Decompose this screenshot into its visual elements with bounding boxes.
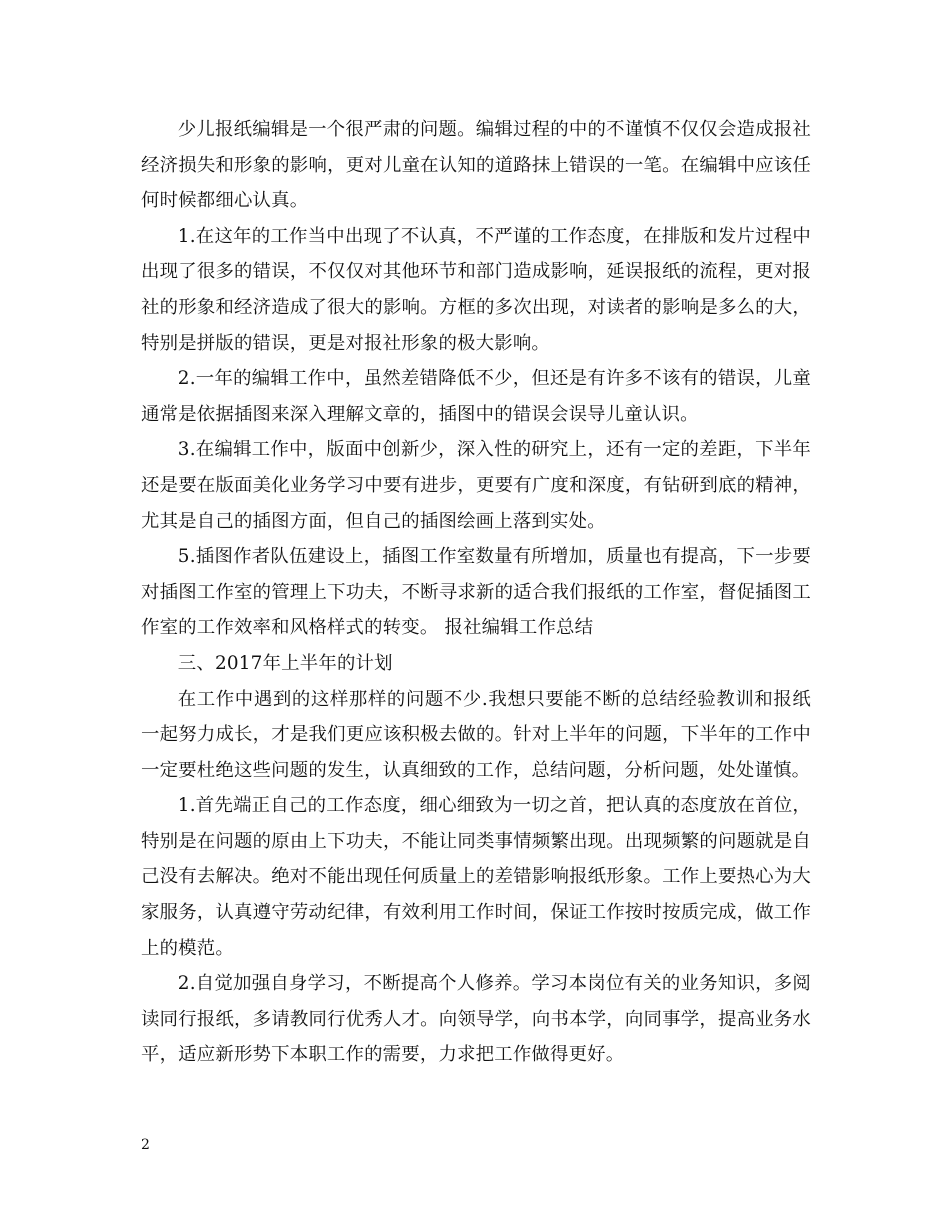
paragraph-item-1: 1.在这年的工作当中出现了不认真，不严谨的工作态度，在排版和发片过程中出现了很多的错误，不仅仅对其他环节和部门造成影响，延误报纸的流程，更对报社的形象和经济造成了很大的影响。方框的多次出现，对读者的影响是多么的大，特别是拼版的错误，更是对报社形象的极大影响。 [141,225,811,354]
paragraph-plan-item-2: 2.自觉加强自身学习，不断提高个人修养。学习本岗位有关的业务知识，多阅读同行报纸，多请教同行优秀人才。向领导学，向书本学，向同事学，提高业务水平，适应新形势下本职工作的需要，力求把工作做得更好。 [141,973,811,1066]
paragraph-item-3: 3.在编辑工作中，版面中创新少，深入性的研究上，还有一定的差距，下半年还是要在版面美化业务学习中要有进步，更要有广度和深度，有钻研到底的精神，尤其是自己的插图方面，但自己的插图绘画上落到实处。 [141,439,811,532]
section-heading-plan: 三、2017年上半年的计划 [177,652,393,674]
paragraph-intro: 少儿报纸编辑是一个很严肃的问题。编辑过程的中的不谨慎不仅仅会造成报社经济损失和形象的影响，更对儿童在认知的道路抹上错误的一笔。在编辑中应该任何时候都细心认真。 [141,119,811,212]
paragraph-plan-intro: 在工作中遇到的这样那样的问题不少.我想只要能不断的总结经验教训和报纸一起努力成长，才是我们更应该积极去做的。针对上半年的问题，下半年的工作中一定要杜绝这些问题的发生，认真细致的工作，总结问题，分析问题，处处谨慎。 [141,688,811,781]
paragraph-plan-item-1: 1.首先端正自己的工作态度，细心细致为一切之首，把认真的态度放在首位，特别是在问题的原由上下功夫，不能让同类事情频繁出现。出现频繁的问题就是自己没有去解决。绝对不能出现任何质量上的差错影响报纸形象。工作上要热心为大家服务，认真遵守劳动纪律，有效利用工作时间，保证工作按时按质完成，做工作上的模范。 [141,795,811,959]
paragraph-item-5: 5.插图作者队伍建设上，插图工作室数量有所增加，质量也有提高，下一步要对插图工作室的管理上下功夫，不断寻求新的适合我们报纸的工作室，督促插图工作室的工作效率和风格样式的转变。 报社编辑工作总结 [141,546,811,639]
document-body [141,112,811,1073]
paragraph-item-2: 2.一年的编辑工作中，虽然差错降低不少，但还是有许多不该有的错误，儿童通常是依据插图来深入理解文章的，插图中的错误会误导儿童认识。 [141,368,811,425]
page-number: 2 [141,1137,150,1153]
